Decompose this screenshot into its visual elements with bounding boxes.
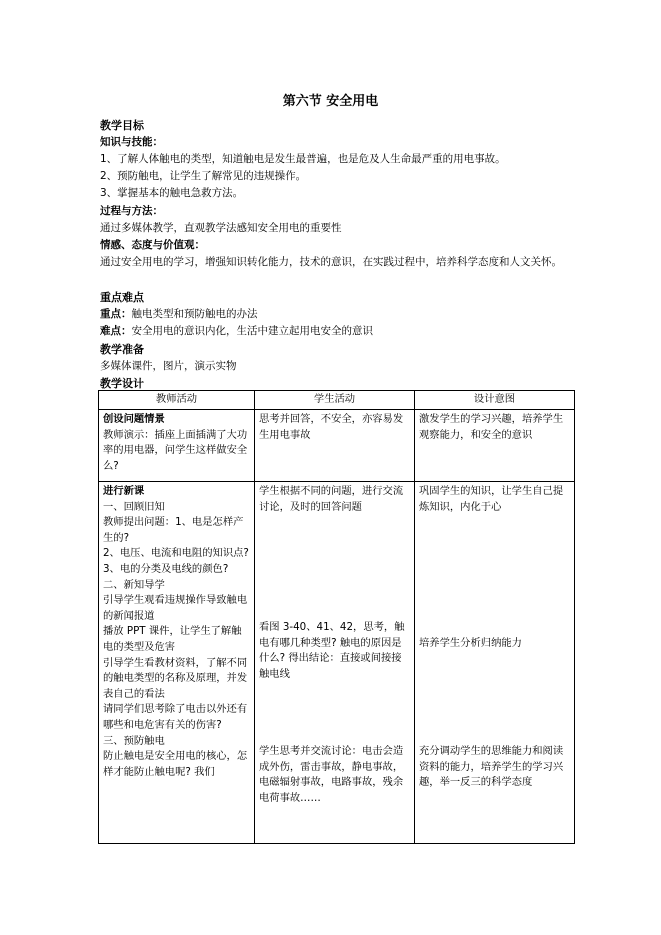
row2-intent-text-2: 培养学生分析归纳能力 [419,637,522,649]
emotion-heading: 情感、态度与价值观： [100,239,205,251]
col-header-student: 学生活动 [255,391,415,410]
page-title: 第六节 安全用电 [282,94,379,109]
row2-teacher-line: 一、回顾旧知 [103,500,165,513]
row1-intent-cell [415,410,575,482]
row2-teacher-line: 二、新知导学 [103,578,165,591]
row2-teacher-cell [99,482,255,844]
key-text: 触电类型和预防触电的办法 [131,308,258,320]
difficult-text: 安全用电的意识内化，生活中建立起用电安全的意识 [131,325,373,337]
row2-teacher-line: 2、电压、电流和电阻的知识点? [103,547,249,560]
row2-teacher-line: 播放 PPT 课件，让学生了解触电的类型及危害 [103,625,242,653]
row2-teacher-line: 三、预防触电 [103,734,165,747]
row2-intent-cell [415,482,575,844]
row2-teacher-line: 教师提出问题：1、电是怎样产生的? [103,516,244,544]
row2-teacher-line: 防止触电是安全用电的核心，怎样才能防止触电呢? 我们 [103,750,248,778]
row1-student-text: 思考并回答，不安全，亦容易发生用电事故 [259,413,404,441]
knowledge-heading: 知识与技能： [100,136,163,148]
col-header-teacher: 教师活动 [99,391,255,410]
row2-student-text-1: 学生根据不同的问题，进行交流讨论，及时的回答问题 [259,485,404,513]
table-row [99,482,575,844]
row2-student-cell [255,482,415,844]
row2-teacher-line: 3、电的分类及电线的颜色? [103,562,229,575]
process-heading: 过程与方法： [100,205,163,217]
design-heading: 教学设计 [100,377,144,390]
row1-intent-text: 激发学生的学习兴趣，培养学生观察能力，和安全的意识 [419,413,564,441]
row2-teacher-line: 引导学生看教材资料，了解不同的触电类型的名称及原理，并发表自己的看法 [103,656,248,700]
emotion-text: 通过安全用电的学习，增强知识转化能力，技术的意识，在实践过程中，培养科学态度和人文关怀。 [100,256,562,268]
difficult-label: 难点： [100,325,132,337]
table-header-row [99,391,575,410]
knowledge-item-3: 3、掌握基本的触电急救方法。 [100,187,244,199]
row1-student-cell [255,410,415,482]
knowledge-item-2: 2、预防触电，让学生了解常见的违规操作。 [100,170,307,182]
process-text: 通过多媒体教学，直观教学法感知安全用电的重要性 [100,222,342,234]
table-row [99,410,575,482]
preparation-heading: 教学准备 [100,343,144,356]
row2-teacher-line: 引导学生观看违规操作导致触电的新闻报道 [103,594,248,622]
row1-teacher-text: 教师演示：插座上面插满了大功率的用电器，问学生这样做安全么? [103,428,248,472]
row2-student-text-3: 学生思考并交流讨论：电击会造成外伤，雷击事故，静电事故，电磁辐射事故，电路事故，残余电荷事故…… [259,745,404,804]
row1-teacher-title: 创设问题情景 [103,413,165,425]
row2-teacher-title: 进行新课 [103,485,145,497]
key-label: 重点： [100,308,132,320]
row2-student-text-2: 看图 3-40、41、42，思考，触电有哪几种类型? 触电的原因是什么? 得出结论：直接或间接接触电线 [259,621,405,680]
col-header-intent: 设计意图 [415,391,575,410]
row2-teacher-line: 请同学们思考除了电击以外还有哪些和电危害有关的伤害? [103,703,248,731]
difficult-point-line [100,323,570,340]
goals-heading: 教学目标 [100,119,144,132]
key-points-heading: 重点难点 [100,291,144,304]
knowledge-item-1: 1、了解人体触电的类型，知道触电是发生最普遍，也是危及人生命最严重的用电事故。 [100,153,506,165]
row2-intent-text-3: 充分调动学生的思维能力和阅读资料的能力，培养学生的学习兴趣，举一反三的科学态度 [419,745,564,789]
key-point-line [100,306,570,323]
row1-teacher-cell [99,410,255,482]
preparation-text: 多媒体课件，图片，演示实物 [100,360,237,372]
design-table [98,390,575,844]
row2-intent-text-1: 巩固学生的知识，让学生自己提炼知识，内化于心 [419,485,564,513]
